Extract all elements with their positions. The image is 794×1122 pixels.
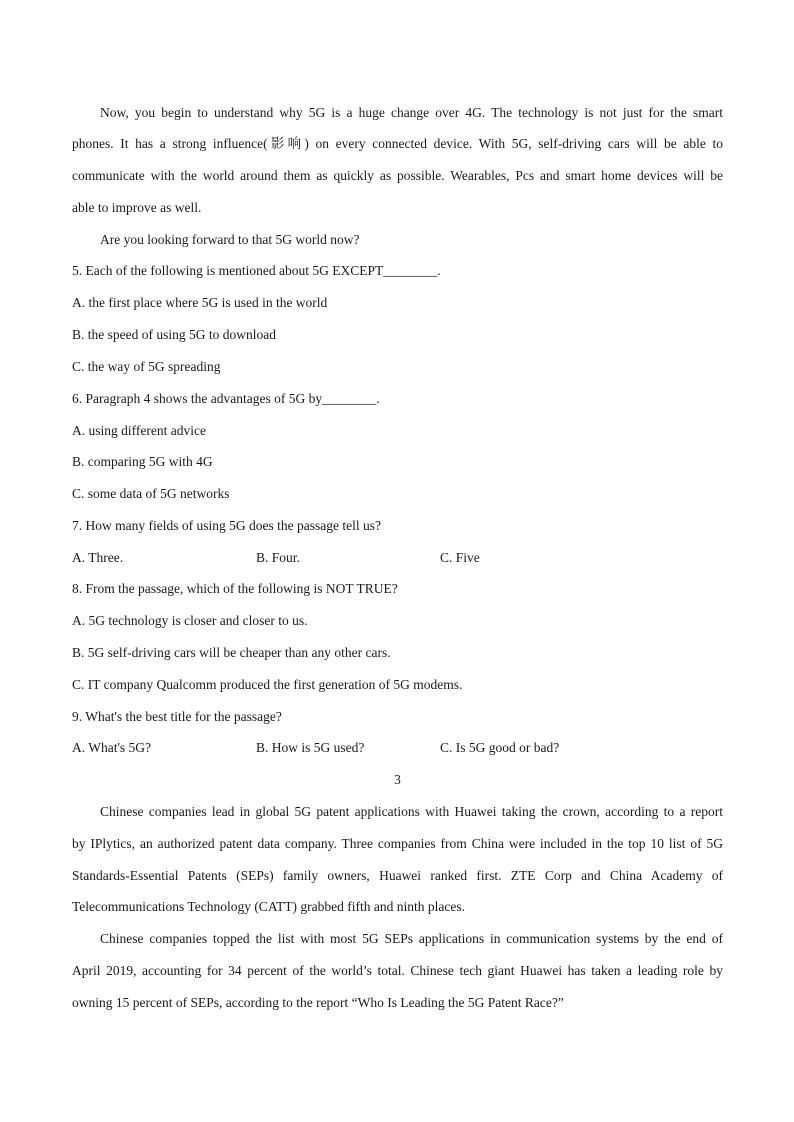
answer-option: B. How is 5G used? bbox=[256, 740, 365, 755]
answer-option: C. the way of 5G spreading bbox=[72, 359, 221, 374]
paragraph-line: communicate with the world around them as quickly as possible. Wearables, Pcs and smart home devices will be bbox=[72, 168, 723, 183]
answer-option: A. Three. bbox=[72, 550, 124, 565]
answer-option: A. What's 5G? bbox=[72, 740, 152, 755]
paragraph-line: Standards-Essential Patents (SEPs) family owners, Huawei ranked first. ZTE Corp and China Academy of bbox=[72, 868, 723, 883]
paragraph-line: Chinese companies topped the list with most 5G SEPs applications in communication systems by the end of bbox=[100, 931, 723, 946]
answer-option: A. using different advice bbox=[72, 423, 206, 438]
answer-option: C. Five bbox=[440, 550, 480, 565]
question-stem: 5. Each of the following is mentioned about 5G EXCEPT________. bbox=[72, 263, 441, 278]
paragraph-line: phones. It has a strong influence(影响) on every connected device. With 5G, self-driving cars will be able to bbox=[72, 136, 723, 151]
answer-option: C. some data of 5G networks bbox=[72, 486, 230, 501]
question-stem: 9. What's the best title for the passage? bbox=[72, 709, 282, 724]
passage-number: 3 bbox=[394, 772, 401, 787]
answer-option: B. the speed of using 5G to download bbox=[72, 327, 276, 342]
paragraph-line: owning 15 percent of SEPs, according to the report “Who Is Leading the 5G Patent Race?” bbox=[72, 995, 564, 1010]
question-stem: 6. Paragraph 4 shows the advantages of 5G by________. bbox=[72, 391, 380, 406]
answer-option: C. IT company Qualcomm produced the first generation of 5G modems. bbox=[72, 677, 463, 692]
question-stem: 8. From the passage, which of the following is NOT TRUE? bbox=[72, 581, 398, 596]
paragraph-line: Telecommunications Technology (CATT) grabbed fifth and ninth places. bbox=[72, 899, 466, 914]
paragraph-line: able to improve as well. bbox=[72, 200, 202, 215]
paragraph-line: Chinese companies lead in global 5G patent applications with Huawei taking the crown, according to a report bbox=[100, 804, 723, 819]
answer-option: B. 5G self-driving cars will be cheaper than any other cars. bbox=[72, 645, 391, 660]
answer-option: C. Is 5G good or bad? bbox=[440, 740, 560, 755]
answer-options-row bbox=[72, 739, 723, 757]
paragraph-line: Now, you begin to understand why 5G is a huge change over 4G. The technology is not just for the smart bbox=[100, 105, 723, 120]
question-stem: 7. How many fields of using 5G does the passage tell us? bbox=[72, 518, 381, 533]
answer-options-row bbox=[72, 549, 723, 567]
paragraph-line: Are you looking forward to that 5G world now? bbox=[100, 232, 360, 247]
answer-option: B. comparing 5G with 4G bbox=[72, 454, 213, 469]
answer-option: A. the first place where 5G is used in the world bbox=[72, 295, 328, 310]
paragraph-line: by IPlytics, an authorized patent data company. Three companies from China were included in the top 10 list of 5G bbox=[72, 836, 723, 851]
answer-option: A. 5G technology is closer and closer to us. bbox=[72, 613, 308, 628]
answer-option: B. Four. bbox=[256, 550, 300, 565]
paragraph-line: April 2019, accounting for 34 percent of the world’s total. Chinese tech giant Huawei has taken a leading role by bbox=[72, 963, 723, 978]
